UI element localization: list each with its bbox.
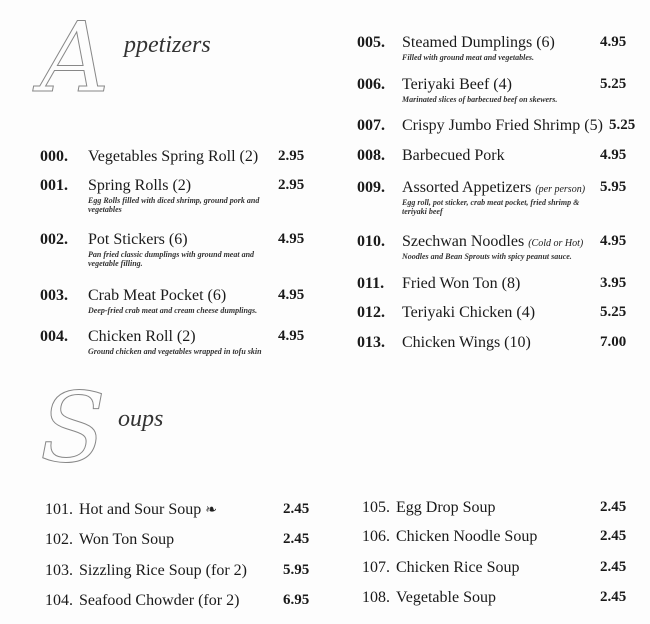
item-name-text: Spring Rolls (2) [88, 177, 192, 194]
item-price: 2.45 [600, 589, 627, 605]
item-name [396, 559, 520, 577]
item-name-text: Chicken Roll (2) [88, 328, 196, 345]
item-price: 4.95 [600, 34, 627, 50]
item-name [402, 179, 585, 197]
item-name [402, 34, 555, 52]
item-name-text: Crispy Jumbo Fried Shrimp (5) [402, 117, 603, 134]
item-price: 2.45 [600, 528, 627, 544]
item-price: 3.95 [600, 275, 627, 291]
item-price: 2.45 [283, 531, 310, 547]
item-number: 006. [357, 76, 385, 93]
item-number: 013. [357, 334, 385, 351]
item-name-text: Won Ton Soup [79, 531, 175, 548]
item-name-text: Crab Meat Pocket (6) [88, 287, 227, 304]
item-description: Egg roll, pot sticker, crab meat pocket, fried shrimp & teriyaki beef [402, 198, 580, 216]
item-number: 011. [357, 275, 385, 292]
item-price: 4.95 [600, 233, 627, 249]
item-number: 104. [45, 592, 73, 609]
item-name-text: Barbecued Pork [402, 147, 505, 164]
item-name-text: Teriyaki Chicken (4) [402, 304, 536, 321]
item-number: 010. [357, 233, 385, 250]
item-name-text: Teriyaki Beef (4) [402, 76, 512, 93]
item-number: 002. [40, 231, 68, 248]
item-number: 009. [357, 179, 385, 196]
item-name-text: Vegetables Spring Roll (2) [88, 148, 259, 165]
item-name [88, 231, 188, 249]
item-name [402, 334, 531, 352]
item-price: 2.45 [283, 501, 310, 517]
item-name [402, 117, 603, 135]
item-name [396, 528, 537, 546]
item-name-text: Egg Drop Soup [396, 499, 496, 516]
item-number: 103. [45, 562, 73, 579]
item-name [79, 592, 239, 610]
item-note: (per person) [535, 184, 586, 195]
item-name-text: Pot Stickers (6) [88, 231, 188, 248]
item-name [79, 562, 247, 580]
item-number: 008. [357, 147, 385, 164]
item-number: 005. [357, 34, 385, 51]
item-description: Pan fried classic dumplings with ground meat and vegetable filling. [88, 250, 255, 268]
item-price: 4.95 [278, 328, 305, 344]
item-number: 108. [362, 589, 390, 606]
item-name-text: Sizzling Rice Soup (for 2) [79, 562, 247, 579]
item-number: 003. [40, 287, 68, 304]
item-name-text: Hot and Sour Soup [79, 501, 202, 518]
item-number: 004. [40, 328, 68, 345]
item-description: Filled with ground meat and vegetables. [402, 53, 535, 62]
item-price: 5.25 [600, 304, 627, 320]
item-number: 007. [357, 117, 385, 134]
item-name-text: Fried Won Ton (8) [402, 275, 521, 292]
item-name [88, 328, 196, 346]
item-number: 012. [357, 304, 385, 321]
item-name-text: Szechwan Noodles [402, 233, 525, 250]
item-number: 001. [40, 177, 68, 194]
item-name [88, 287, 226, 305]
item-price: 6.95 [283, 592, 310, 608]
chili-pepper-icon: ❧ [205, 503, 217, 518]
item-name [79, 531, 174, 549]
item-description: Marinated slices of barbecued beef on skewers. [402, 95, 558, 104]
item-name [396, 589, 496, 607]
item-price: 5.25 [600, 76, 627, 92]
item-name [88, 148, 258, 166]
soups-title: oups [118, 406, 164, 432]
item-description: Egg Rolls filled with diced shrimp, ground pork and vegetables [88, 196, 260, 214]
item-price: 7.00 [600, 334, 627, 350]
item-number: 105. [362, 499, 390, 516]
item-name [402, 147, 505, 165]
item-description: Noodles and Bean Sprouts with spicy peanut sauce. [402, 252, 572, 261]
item-name [88, 177, 191, 195]
item-price: 2.45 [600, 559, 627, 575]
item-price: 4.95 [278, 231, 305, 247]
item-price: 2.95 [278, 148, 305, 164]
item-number: 107. [362, 559, 390, 576]
item-name-text: Chicken Rice Soup [396, 559, 520, 576]
item-name-text: Seafood Chowder (for 2) [79, 592, 240, 609]
item-price: 2.95 [278, 177, 305, 193]
item-name-text: Chicken Noodle Soup [396, 528, 538, 545]
item-name-text: Chicken Wings (10) [402, 334, 531, 351]
item-name [402, 275, 520, 293]
item-price: 4.95 [600, 147, 627, 163]
item-price: 2.45 [600, 499, 627, 515]
item-price: 5.95 [600, 179, 627, 195]
item-note: (Cold or Hot) [528, 238, 584, 249]
item-name [402, 76, 512, 94]
appetizers-initial: A [40, 2, 110, 114]
item-price: 5.95 [283, 562, 310, 578]
item-price: 5.25 [609, 117, 636, 133]
item-number: 102. [45, 531, 73, 548]
item-name-text: Vegetable Soup [396, 589, 496, 606]
item-number: 106. [362, 528, 390, 545]
item-description: Ground chicken and vegetables wrapped in tofu skin [88, 347, 262, 356]
appetizers-title: ppetizers [124, 32, 211, 58]
item-name-text: Assorted Appetizers [402, 179, 532, 196]
item-name [79, 501, 217, 519]
item-name-text: Steamed Dumplings (6) [402, 34, 555, 51]
item-number: 000. [40, 148, 68, 165]
item-name [396, 499, 496, 517]
item-description: Deep-fried crab meat and cream cheese dumplings. [88, 306, 258, 315]
soups-initial: S [40, 372, 106, 484]
item-number: 101. [45, 501, 73, 518]
item-name [402, 233, 583, 251]
item-price: 4.95 [278, 287, 305, 303]
item-name [402, 304, 535, 322]
